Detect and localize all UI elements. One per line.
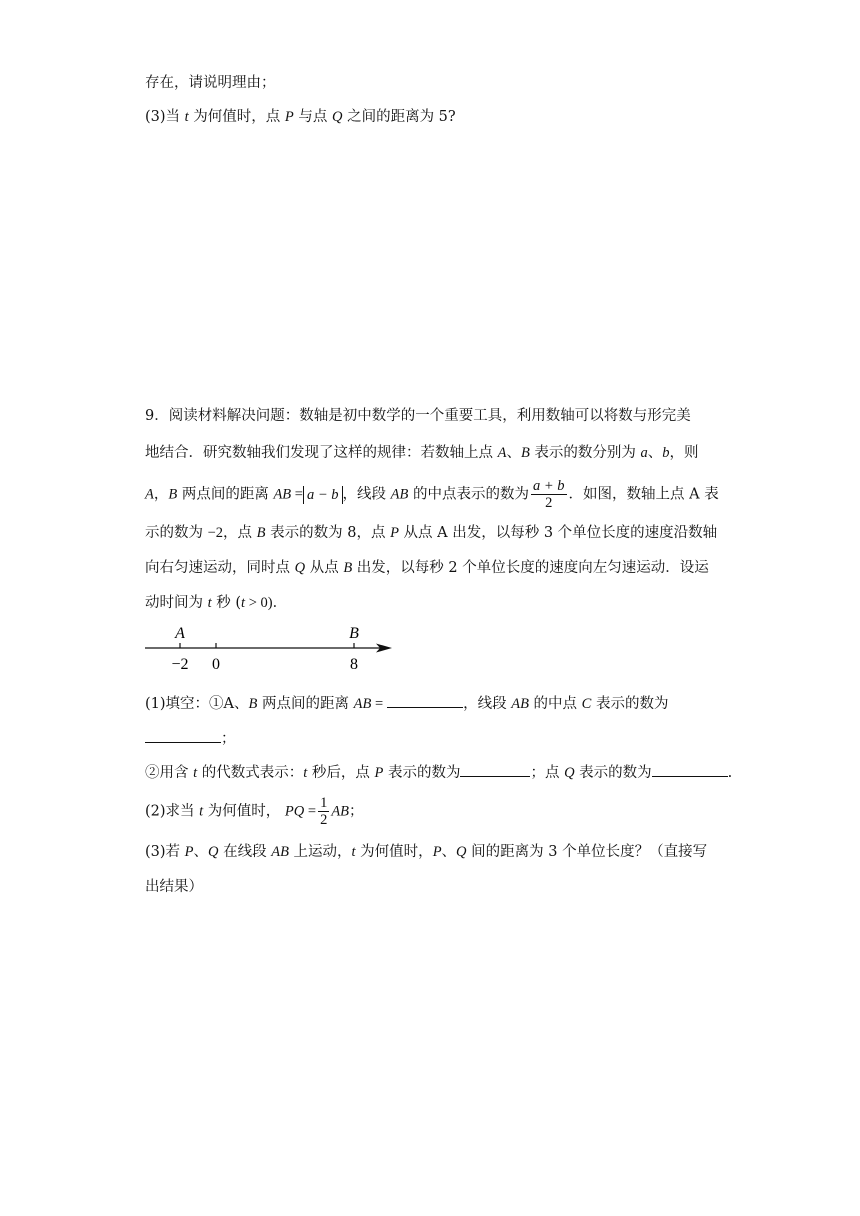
- problem9-line-4: 示的数为 −2，点 B 表示的数为 8，点 P 从点 A 出发，以每秒 3 个单位长度的速度沿数轴: [145, 525, 718, 541]
- number-line-figure: [140, 620, 400, 680]
- q1-line-3: ②用含 t 的代数式表示：t 秒后，点 P 表示的数为 ；点 Q 表示的数为 .: [145, 762, 732, 783]
- answer-blank-p[interactable]: [460, 762, 530, 777]
- q2-line: (2)求当 t 为何值时， PQ = $\frac{1}{2}$ AB；: [145, 795, 364, 828]
- label-b: B: [349, 625, 359, 642]
- tick-label-b: 8: [350, 656, 358, 673]
- problem9-line-2: 地结合．研究数轴我们发现了这样的规律：若数轴上点 A、B 表示的数分别为 a、b，则: [145, 445, 699, 461]
- tick-label-a: −2: [171, 656, 189, 673]
- problem9-line-6: 动时间为 t 秒 (t > 0)．: [145, 595, 288, 611]
- problem9-line-3: A，B 两点间的距离 AB = a − b ，线段 AB 的中点表示的数为 $\frac{a + b}{2}$ ．如图，数轴上点 A 表: [145, 478, 719, 511]
- midpoint-fraction: $\frac{a + b}{2}$: [532, 478, 565, 511]
- answer-blank-midpoint[interactable]: [145, 728, 221, 743]
- tick-label-0: 0: [212, 656, 220, 673]
- answer-blank-q[interactable]: [652, 762, 728, 777]
- absolute-value: a − b: [303, 486, 343, 504]
- problem9-line-5: 向右匀速运动，同时点 Q 从点 B 出发，以每秒 2 个单位长度的速度向左匀速运动．设运: [145, 560, 709, 576]
- q3-line-2: 出结果）: [145, 879, 203, 895]
- label-a: A: [175, 625, 185, 642]
- prev-q3: (3)当 t 为何值时，点 P 与点 Q 之间的距离为 5?: [145, 109, 456, 125]
- problem9-line-1: 9．阅读材料解决问题：数轴是初中数学的一个重要工具，利用数轴可以将数与形完美: [145, 408, 691, 424]
- answer-blank-ab[interactable]: [387, 693, 463, 708]
- q1-line-2: ；: [145, 728, 236, 749]
- q1-line-1: (1)填空：①A、B 两点间的距离 AB = ，线段 AB 的中点 C 表示的数为: [145, 693, 668, 714]
- q3-line-1: (3)若 P、Q 在线段 AB 上运动，t 为何值时，P、Q 间的距离为 3 个单位长度？（直接写: [145, 844, 708, 860]
- prev-line-1: 存在，请说明理由；: [145, 75, 276, 91]
- half-fraction: $\frac{1}{2}$: [320, 795, 328, 828]
